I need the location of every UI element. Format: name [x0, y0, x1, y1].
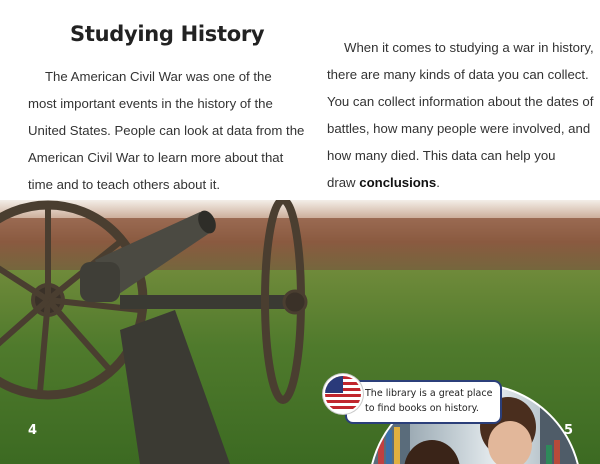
page-heading: Studying History	[70, 22, 265, 46]
left-column-text	[28, 63, 308, 198]
photo-caption: The library is a great place to find books on history.	[365, 388, 493, 414]
us-flag-icon	[323, 374, 363, 414]
left-line: most important events in the history of the	[28, 96, 273, 111]
left-line: American Civil War to learn more about that	[28, 150, 284, 165]
cannon-trail	[120, 310, 230, 464]
left-line: United States. People can look at data from the	[28, 123, 305, 138]
right-line-last	[327, 169, 582, 196]
page-number-right: 5	[564, 423, 574, 438]
right-line: When it comes to studying a war in history,	[344, 40, 594, 55]
left-line: The American Civil War was one of the	[45, 69, 272, 84]
right-line: how many died. This data can help you	[327, 148, 556, 163]
left-line: time and to teach others about it.	[28, 177, 221, 192]
last-line-prefix: draw	[327, 175, 360, 190]
text-area	[0, 0, 600, 200]
photo-caption-box	[345, 380, 502, 424]
right-column-text	[327, 34, 594, 196]
glossary-term-conclusions: conclusions	[359, 175, 437, 190]
right-line: You can collect information about the dates of	[327, 94, 594, 109]
civil-war-cannon-photo	[0, 200, 600, 464]
girl-hair	[404, 440, 460, 464]
flag-graphic	[323, 374, 363, 414]
right-line: battles, how many people were involved, and	[327, 121, 591, 136]
last-line-suffix: .	[436, 175, 440, 190]
page-number-left: 4	[28, 423, 38, 438]
right-line: there are many kinds of data you can collect.	[327, 67, 589, 82]
